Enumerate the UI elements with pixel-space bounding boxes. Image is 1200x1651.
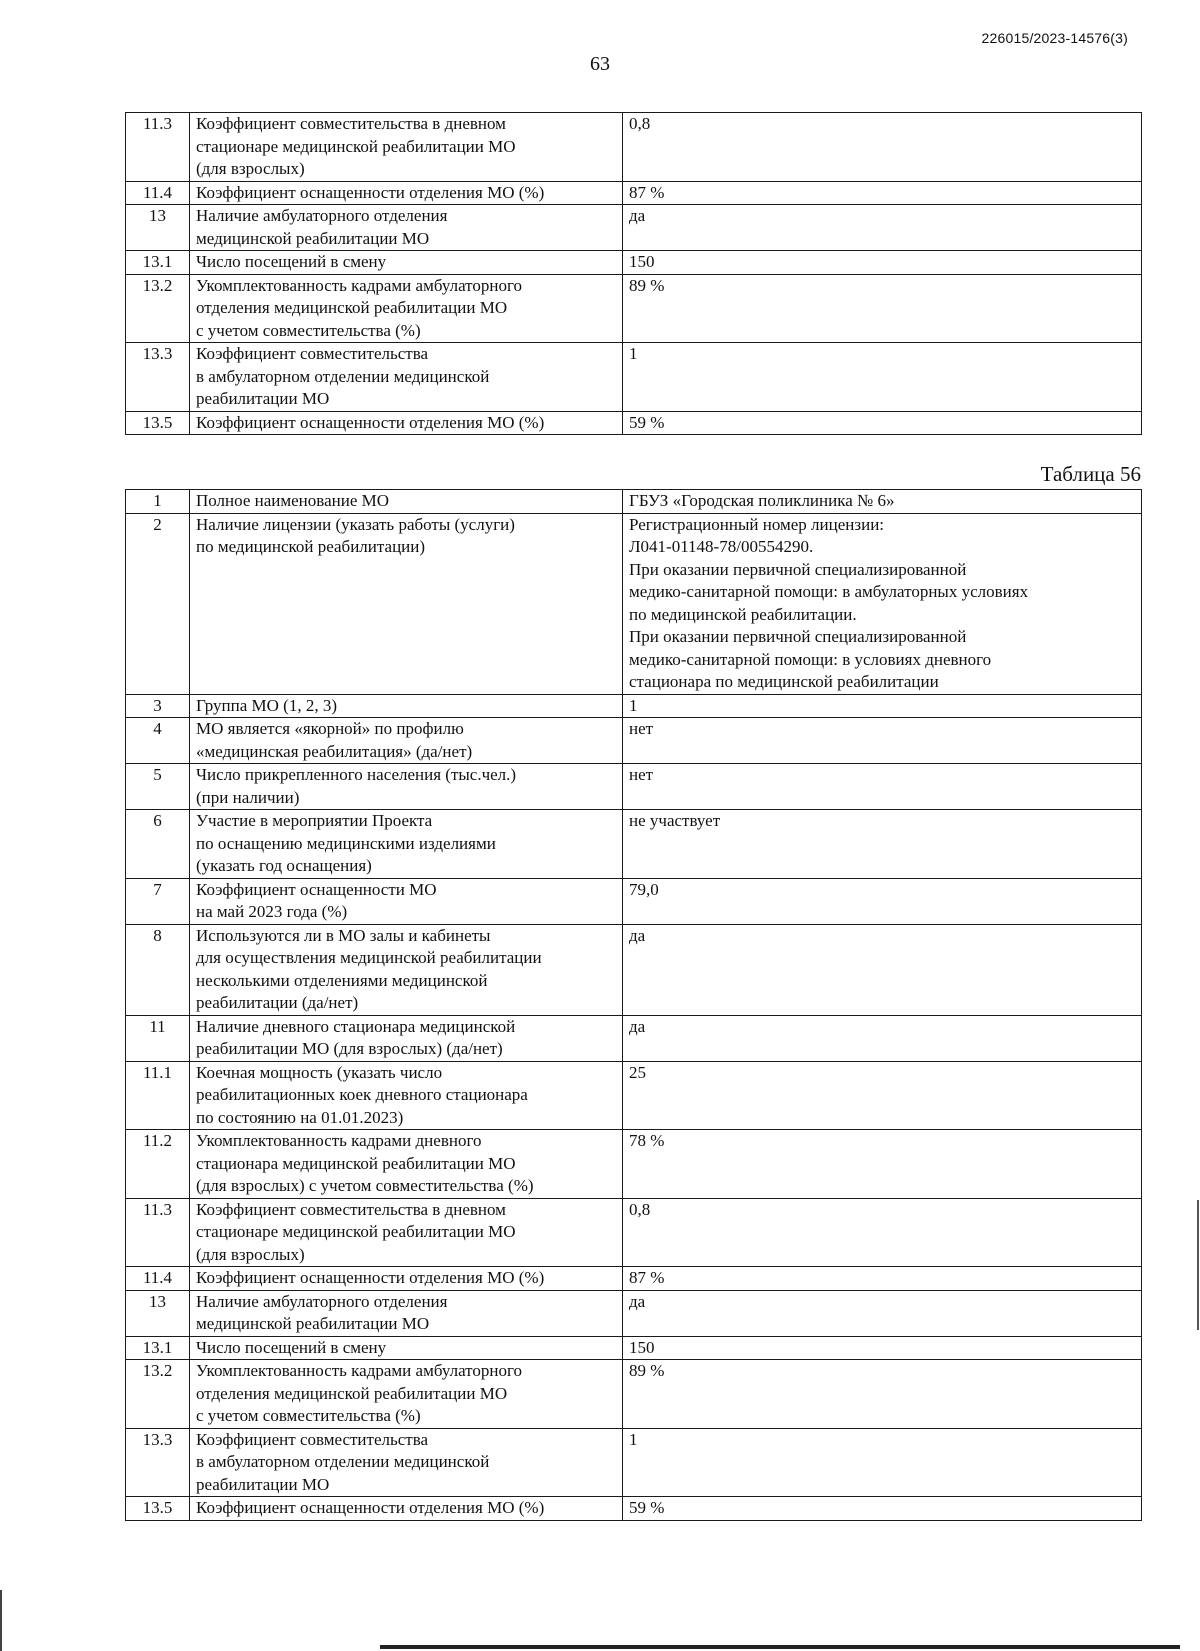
- table-row: [126, 251, 1142, 275]
- table-row: [126, 113, 1142, 182]
- row-number: 11: [126, 1015, 190, 1061]
- row-number: 13.1: [126, 251, 190, 275]
- row-value: 1: [623, 1428, 1142, 1497]
- row-label: Коэффициент оснащенности отделения МО (%): [190, 1497, 623, 1521]
- row-number: 5: [126, 764, 190, 810]
- table-row: [126, 181, 1142, 205]
- row-number: 13.2: [126, 274, 190, 343]
- table-row: [126, 1198, 1142, 1267]
- row-number: 8: [126, 924, 190, 1015]
- row-number: 2: [126, 513, 190, 694]
- row-number: 11.3: [126, 1198, 190, 1267]
- row-label: МО является «якорной» по профилю «медицинская реабилитация» (да/нет): [190, 718, 623, 764]
- table-row: [126, 694, 1142, 718]
- row-value: не участвует: [623, 810, 1142, 879]
- row-value: нет: [623, 718, 1142, 764]
- table-56-body: [126, 490, 1142, 1521]
- row-label: Коечная мощность (указать число реабилитационных коек дневного стационара по состоянию на 01.01.2023): [190, 1061, 623, 1130]
- scan-edge-mark: [380, 1645, 1180, 1649]
- table-row: [126, 490, 1142, 514]
- row-value: 87 %: [623, 1267, 1142, 1291]
- continuation-table: [125, 112, 1142, 435]
- row-label: Коэффициент совместительства в амбулаторном отделении медицинской реабилитации МО: [190, 343, 623, 412]
- row-value: да: [623, 1290, 1142, 1336]
- row-number: 3: [126, 694, 190, 718]
- row-value: 87 %: [623, 181, 1142, 205]
- row-label: Используются ли в МО залы и кабинеты для осуществления медицинской реабилитации несколькими отделениями медицинской реабилитации (да/нет): [190, 924, 623, 1015]
- row-label: Коэффициент совместительства в амбулаторном отделении медицинской реабилитации МО: [190, 1428, 623, 1497]
- row-value: да: [623, 924, 1142, 1015]
- table-row: [126, 1130, 1142, 1199]
- table-row: [126, 1015, 1142, 1061]
- row-number: 13.1: [126, 1336, 190, 1360]
- row-number: 7: [126, 878, 190, 924]
- row-value: 0,8: [623, 1198, 1142, 1267]
- table-row: [126, 1336, 1142, 1360]
- row-value: 150: [623, 1336, 1142, 1360]
- row-value: да: [623, 1015, 1142, 1061]
- row-number: 1: [126, 490, 190, 514]
- row-number: 13.3: [126, 1428, 190, 1497]
- row-label: Полное наименование МО: [190, 490, 623, 514]
- row-value: 1: [623, 343, 1142, 412]
- row-label: Коэффициент оснащенности МО на май 2023 года (%): [190, 878, 623, 924]
- table-row: [126, 205, 1142, 251]
- row-label: Наличие лицензии (указать работы (услуги) по медицинской реабилитации): [190, 513, 623, 694]
- row-number: 11.4: [126, 181, 190, 205]
- row-label: Коэффициент оснащенности отделения МО (%): [190, 181, 623, 205]
- table-row: [126, 513, 1142, 694]
- row-number: 4: [126, 718, 190, 764]
- scan-edge-mark: [0, 1590, 2, 1651]
- row-label: Коэффициент оснащенности отделения МО (%): [190, 1267, 623, 1291]
- table-row: [126, 343, 1142, 412]
- row-value: 59 %: [623, 1497, 1142, 1521]
- row-value: 25: [623, 1061, 1142, 1130]
- row-label: Наличие дневного стационара медицинской реабилитации МО (для взрослых) (да/нет): [190, 1015, 623, 1061]
- table-row: [126, 878, 1142, 924]
- row-value: Регистрационный номер лицензии: Л041-01148-78/00554290. При оказании первичной специализированной медико-санитарной помощи: в амбулаторных условиях по медицинской реабилитации. При оказании первичной специализированной медико-санитарной помощи: в условиях дневного стационара по медицинской реабилитации: [623, 513, 1142, 694]
- row-label: Укомплектованность кадрами амбулаторного отделения медицинской реабилитации МО с учетом совместительства (%): [190, 274, 623, 343]
- page-number: 63: [590, 53, 610, 75]
- table-row: [126, 1061, 1142, 1130]
- row-number: 13.2: [126, 1360, 190, 1429]
- row-number: 13.3: [126, 343, 190, 412]
- row-value: 78 %: [623, 1130, 1142, 1199]
- row-number: 11.1: [126, 1061, 190, 1130]
- row-number: 11.4: [126, 1267, 190, 1291]
- row-label: Число посещений в смену: [190, 1336, 623, 1360]
- row-label: Число прикрепленного населения (тыс.чел.) (при наличии): [190, 764, 623, 810]
- row-label: Группа МО (1, 2, 3): [190, 694, 623, 718]
- row-number: 11.3: [126, 113, 190, 182]
- table-row: [126, 1428, 1142, 1497]
- row-value: 89 %: [623, 1360, 1142, 1429]
- table-row: [126, 1360, 1142, 1429]
- row-value: да: [623, 205, 1142, 251]
- table-row: [126, 411, 1142, 435]
- row-value: ГБУЗ «Городская поликлиника № 6»: [623, 490, 1142, 514]
- table-row: [126, 764, 1142, 810]
- row-label: Коэффициент оснащенности отделения МО (%): [190, 411, 623, 435]
- table-56: [125, 489, 1142, 1521]
- continuation-table-body: [126, 113, 1142, 435]
- row-number: 13.5: [126, 411, 190, 435]
- table-row: [126, 1290, 1142, 1336]
- table-row: [126, 718, 1142, 764]
- row-number: 13: [126, 205, 190, 251]
- table-row: [126, 810, 1142, 879]
- row-label: Коэффициент совместительства в дневном стационаре медицинской реабилитации МО (для взрослых): [190, 113, 623, 182]
- row-value: 89 %: [623, 274, 1142, 343]
- row-label: Число посещений в смену: [190, 251, 623, 275]
- table-row: [126, 274, 1142, 343]
- row-label: Укомплектованность кадрами дневного стационара медицинской реабилитации МО (для взрослых) с учетом совместительства (%): [190, 1130, 623, 1199]
- row-number: 13.5: [126, 1497, 190, 1521]
- table-row: [126, 924, 1142, 1015]
- scan-edge-mark: [1197, 1200, 1199, 1330]
- row-number: 13: [126, 1290, 190, 1336]
- table-row: [126, 1267, 1142, 1291]
- row-value: 1: [623, 694, 1142, 718]
- document-id: 226015/2023-14576(3): [981, 30, 1128, 46]
- row-value: 0,8: [623, 113, 1142, 182]
- row-number: 11.2: [126, 1130, 190, 1199]
- row-label: Участие в мероприятии Проекта по оснащению медицинскими изделиями (указать год оснащения): [190, 810, 623, 879]
- row-number: 6: [126, 810, 190, 879]
- row-value: 79,0: [623, 878, 1142, 924]
- row-label: Наличие амбулаторного отделения медицинской реабилитации МО: [190, 1290, 623, 1336]
- row-label: Наличие амбулаторного отделения медицинской реабилитации МО: [190, 205, 623, 251]
- table-caption: Таблица 56: [1040, 462, 1141, 486]
- row-value: 150: [623, 251, 1142, 275]
- row-value: нет: [623, 764, 1142, 810]
- row-label: Коэффициент совместительства в дневном стационаре медицинской реабилитации МО (для взрослых): [190, 1198, 623, 1267]
- row-label: Укомплектованность кадрами амбулаторного отделения медицинской реабилитации МО с учетом совместительства (%): [190, 1360, 623, 1429]
- row-value: 59 %: [623, 411, 1142, 435]
- table-row: [126, 1497, 1142, 1521]
